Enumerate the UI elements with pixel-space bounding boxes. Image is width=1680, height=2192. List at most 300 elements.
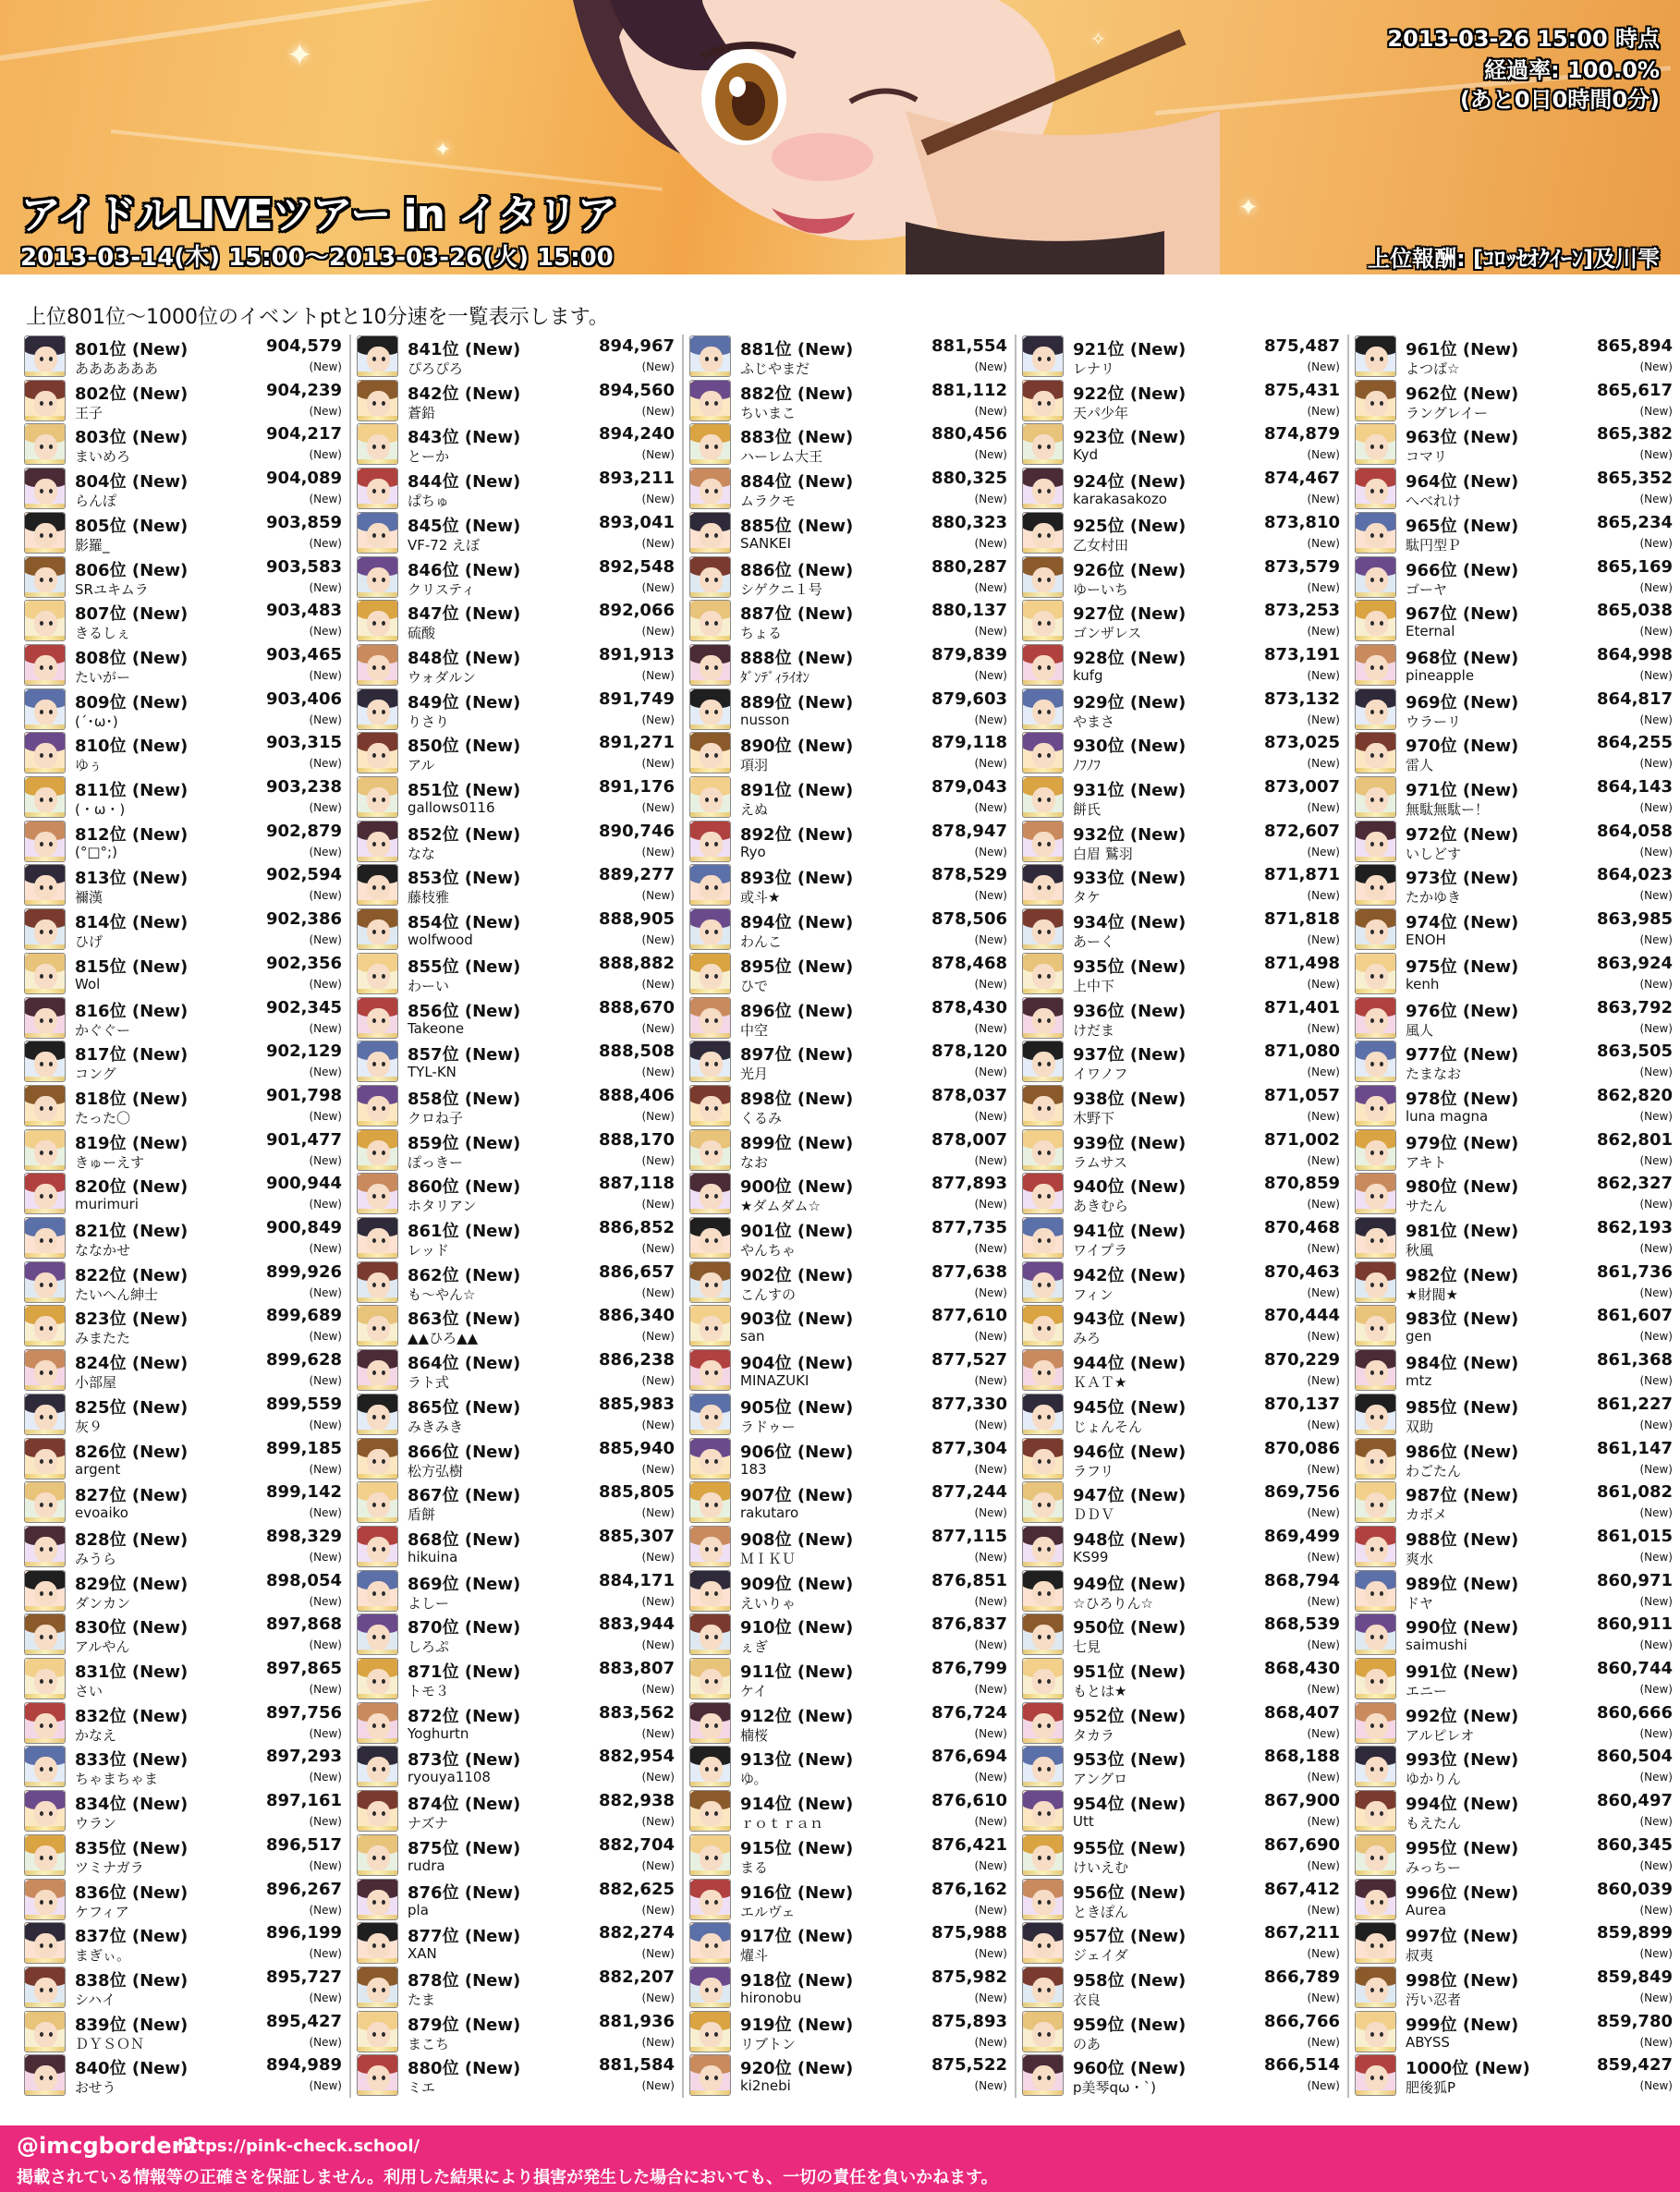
idol-portrait-icon	[1355, 1173, 1396, 1214]
event-points: 901,477	[266, 1129, 342, 1150]
event-points: 871,401	[1264, 997, 1340, 1017]
rank-label: 952位 (New)	[1073, 1706, 1187, 1726]
event-points: 870,463	[1264, 1261, 1340, 1282]
ranking-entry	[1022, 1569, 1344, 1614]
rank-label: 954位 (New)	[1073, 1795, 1187, 1815]
ranking-entry	[357, 1128, 678, 1173]
rank-label: 862位 (New)	[408, 1265, 521, 1285]
idol-portrait-icon	[357, 953, 398, 994]
event-period: 2013-03-14(木) 15:00〜2013-03-26(火) 15:00	[20, 244, 614, 272]
idol-portrait-icon	[689, 644, 731, 686]
ranking-entry	[1355, 1966, 1676, 2010]
player-name: クリスティ	[408, 580, 476, 598]
event-points: 888,670	[599, 997, 675, 1017]
sparkle-icon: ✦	[286, 37, 313, 74]
rank-label: 841位 (New)	[408, 340, 521, 359]
ten-minute-speed: (New)	[641, 1991, 675, 2004]
player-name: まいめろ	[75, 448, 131, 466]
player-name: ホタリアン	[408, 1198, 477, 1215]
idol-portrait-icon	[357, 335, 398, 377]
idol-portrait-icon	[1355, 821, 1396, 862]
event-points: 891,749	[599, 688, 675, 709]
event-points: 881,554	[931, 336, 1007, 356]
rank-label: 962位 (New)	[1406, 384, 1519, 404]
idol-portrait-icon	[1355, 1394, 1396, 1435]
player-name: アル	[408, 757, 435, 774]
ranking-entry	[24, 1393, 346, 1437]
ten-minute-speed: (New)	[974, 1815, 1007, 1829]
ten-minute-speed: (New)	[1639, 1771, 1673, 1784]
event-points: 868,188	[1264, 1747, 1340, 1767]
rank-label: 889位 (New)	[740, 692, 854, 712]
ten-minute-speed: (New)	[1307, 1947, 1340, 1961]
player-name: 蒼鉛	[408, 404, 436, 421]
ten-minute-speed: (New)	[641, 404, 675, 418]
rank-label: 996位 (New)	[1406, 1882, 1519, 1903]
ranking-entry	[24, 555, 346, 600]
ranking-entry	[357, 1437, 678, 1481]
event-points: 886,657	[599, 1261, 675, 1282]
ten-minute-speed: (New)	[641, 580, 675, 594]
event-points: 904,217	[266, 424, 342, 444]
rank-label: 884位 (New)	[740, 472, 854, 493]
rank-label: 805位 (New)	[75, 516, 189, 536]
rank-label: 934位 (New)	[1073, 913, 1187, 933]
ranking-entry	[689, 731, 1011, 775]
idol-portrait-icon	[357, 1261, 398, 1303]
idol-portrait-icon	[1022, 1702, 1064, 1744]
player-name: アルやん	[75, 1638, 130, 1656]
player-name: 木野下	[1073, 1109, 1115, 1126]
ranking-entry	[1022, 1040, 1344, 1084]
idol-portrait-icon	[689, 1570, 731, 1612]
player-name: けだま	[1073, 1021, 1115, 1039]
idol-portrait-icon	[1355, 1526, 1396, 1567]
player-name: 風人	[1406, 1021, 1434, 1039]
event-points: 899,185	[266, 1438, 342, 1458]
footer-bar	[0, 2125, 1680, 2192]
ranking-entry	[357, 2053, 678, 2098]
ranking-entry	[357, 775, 678, 820]
player-name: ki2nebi	[740, 2077, 791, 2095]
event-points: 876,694	[931, 1747, 1007, 1767]
idol-portrait-icon	[357, 644, 398, 686]
ranking-entry	[1022, 422, 1344, 467]
event-points: 873,253	[1264, 601, 1340, 621]
event-points: 873,579	[1264, 556, 1340, 577]
ranking-entry	[357, 1921, 678, 1966]
ranking-entry	[24, 2053, 346, 2098]
rank-label: 992位 (New)	[1406, 1706, 1519, 1726]
blush	[772, 133, 873, 181]
ten-minute-speed: (New)	[974, 448, 1007, 462]
idol-portrait-icon	[689, 908, 731, 950]
player-name: まぎぃ。	[75, 1947, 131, 1965]
ten-minute-speed: (New)	[1307, 625, 1340, 639]
ten-minute-speed: (New)	[1639, 757, 1673, 771]
ranking-entry	[1355, 1304, 1676, 1348]
idol-portrait-icon	[24, 776, 66, 818]
player-name: p美琴qω・`)	[1073, 2079, 1156, 2097]
idol-portrait-icon	[1022, 1746, 1064, 1787]
idol-portrait-icon	[24, 1702, 66, 1744]
event-points: 880,287	[931, 556, 1007, 577]
player-name: たいへん紳士	[75, 1285, 159, 1303]
ranking-entry	[1022, 1921, 1344, 1966]
player-name: ジェイダ	[1073, 1947, 1128, 1965]
ranking-entry	[1022, 2010, 1344, 2054]
rank-label: 820位 (New)	[75, 1177, 189, 1198]
rank-label: 850位 (New)	[408, 737, 521, 757]
event-points: 903,859	[266, 512, 342, 532]
idol-portrait-icon	[1022, 2054, 1064, 2096]
ranking-entry	[357, 1789, 678, 1833]
player-name: luna magna	[1406, 1107, 1489, 1125]
rank-label: 999位 (New)	[1406, 2015, 1519, 2035]
ten-minute-speed: (New)	[641, 1638, 675, 1652]
rank-label: 998位 (New)	[1406, 1970, 1519, 1991]
time-remaining: (あと0日0時間0分)	[1459, 87, 1660, 113]
ten-minute-speed: (New)	[1307, 1462, 1340, 1476]
rank-label: 864位 (New)	[408, 1354, 521, 1374]
ten-minute-speed: (New)	[1307, 2035, 1340, 2049]
ranking-entry	[1355, 1701, 1676, 1746]
idol-portrait-icon	[1022, 821, 1064, 862]
rank-label: 963位 (New)	[1406, 428, 1519, 448]
progress-rate: 経過率: 100.0%	[1484, 57, 1660, 83]
column-divider	[349, 335, 351, 2098]
ranking-entry	[1022, 643, 1344, 688]
idol-portrait-icon	[1355, 1349, 1396, 1391]
player-name: Aurea	[1406, 1901, 1447, 1918]
event-points: 870,444	[1264, 1306, 1340, 1326]
idol-portrait-icon	[24, 1173, 66, 1214]
player-name: 衣良	[1073, 1991, 1102, 2008]
player-name: シハイ	[75, 1991, 116, 2008]
rank-label: 927位 (New)	[1073, 604, 1187, 625]
idol-portrait-icon	[689, 512, 731, 554]
ranking-entry	[689, 820, 1011, 864]
rank-label: 919位 (New)	[740, 2015, 854, 2035]
column-divider	[682, 335, 684, 2098]
event-points: 864,143	[1597, 777, 1673, 797]
rank-label: 887位 (New)	[740, 604, 854, 625]
rank-label: 968位 (New)	[1406, 648, 1519, 668]
rank-label: 830位 (New)	[75, 1618, 189, 1638]
ranking-entry	[689, 2010, 1011, 2054]
ranking-entry	[357, 1966, 678, 2010]
event-points: 865,169	[1597, 556, 1673, 577]
ranking-entry	[1355, 511, 1676, 555]
ten-minute-speed: (New)	[974, 1550, 1007, 1564]
ten-minute-speed: (New)	[1307, 404, 1340, 418]
ten-minute-speed: (New)	[1639, 668, 1673, 682]
rank-label: 845位 (New)	[408, 516, 521, 536]
player-name: hikuina	[408, 1548, 458, 1565]
idol-portrait-icon	[689, 600, 731, 641]
player-name: も〜やん☆	[408, 1285, 476, 1303]
player-name: 無駄無駄ー！	[1406, 801, 1490, 818]
rank-label: 807位 (New)	[75, 604, 189, 625]
ten-minute-speed: (New)	[309, 1153, 342, 1167]
rank-label: 940位 (New)	[1073, 1177, 1187, 1198]
ranking-entry	[357, 1393, 678, 1437]
ranking-entry	[357, 599, 678, 643]
rank-label: 891位 (New)	[740, 781, 854, 800]
player-name: みっちー	[1406, 1858, 1462, 1876]
ranking-entry	[24, 1348, 346, 1393]
event-banner	[0, 0, 1680, 274]
player-name: ゴンザレス	[1073, 625, 1142, 642]
ten-minute-speed: (New)	[309, 1109, 342, 1123]
ranking-entry	[357, 1745, 678, 1789]
rank-label: 903位 (New)	[740, 1309, 854, 1330]
idol-portrait-icon	[1355, 512, 1396, 554]
ranking-entry	[357, 1569, 678, 1614]
ranking-entry	[689, 1701, 1011, 1746]
event-points: 897,756	[266, 1702, 342, 1723]
event-points: 877,893	[931, 1174, 1007, 1194]
idol-portrait-icon	[357, 1041, 398, 1082]
ranking-entry	[689, 688, 1011, 732]
event-points: 882,625	[599, 1879, 675, 1899]
rank-label: 932位 (New)	[1073, 824, 1187, 845]
rank-label: 836位 (New)	[75, 1882, 189, 1903]
event-points: 864,255	[1597, 733, 1673, 753]
player-name: たかゆき	[1406, 889, 1462, 907]
player-name: クロね子	[408, 1109, 464, 1126]
player-name: トモ３	[408, 1683, 450, 1699]
idol-portrait-icon	[24, 1570, 66, 1612]
player-name: ちいまこ	[740, 404, 797, 421]
ten-minute-speed: (New)	[641, 1462, 675, 1476]
ranking-entry	[24, 599, 346, 643]
ten-minute-speed: (New)	[1307, 1991, 1340, 2004]
ranking-entry	[689, 1128, 1011, 1173]
idol-portrait-icon	[689, 1967, 731, 2008]
idol-portrait-icon	[689, 953, 731, 994]
ten-minute-speed: (New)	[641, 1815, 675, 1829]
ranking-entry	[24, 467, 346, 511]
ranking-entry	[689, 511, 1011, 555]
ten-minute-speed: (New)	[1307, 493, 1340, 506]
event-points: 873,810	[1264, 512, 1340, 532]
idol-portrait-icon	[24, 1746, 66, 1787]
idol-portrait-icon	[24, 556, 66, 598]
ranking-entry	[689, 2053, 1011, 2098]
ten-minute-speed: (New)	[641, 1242, 675, 1255]
rank-label: 835位 (New)	[75, 1838, 189, 1858]
idol-portrait-icon	[689, 1394, 731, 1435]
event-points: 863,924	[1597, 953, 1673, 973]
idol-portrait-icon	[1022, 644, 1064, 686]
player-name: ラト式	[408, 1374, 450, 1392]
event-points: 861,015	[1597, 1526, 1673, 1546]
event-points: 880,456	[931, 424, 1007, 444]
event-points: 897,868	[266, 1614, 342, 1635]
ten-minute-speed: (New)	[309, 1506, 342, 1520]
player-name: たま	[408, 1991, 436, 2008]
event-points: 878,007	[931, 1129, 1007, 1150]
idol-portrait-icon	[24, 1481, 66, 1523]
event-points: 860,039	[1597, 1879, 1673, 1899]
event-points: 875,893	[931, 2011, 1007, 2031]
ranking-entry	[689, 599, 1011, 643]
event-points: 871,080	[1264, 1041, 1340, 1062]
ranking-entry	[1355, 1480, 1676, 1525]
ranking-entry	[357, 379, 678, 423]
ten-minute-speed: (New)	[974, 1066, 1007, 1079]
ranking-entry	[1022, 952, 1344, 996]
rank-label: 819位 (New)	[75, 1133, 189, 1153]
player-name: ☆ひろりん☆	[1073, 1594, 1153, 1612]
ten-minute-speed: (New)	[974, 1153, 1007, 1167]
event-points: 892,066	[599, 601, 675, 621]
ranking-entry	[1355, 599, 1676, 643]
ten-minute-speed: (New)	[641, 493, 675, 506]
ten-minute-speed: (New)	[1639, 404, 1673, 418]
player-name: わごたん	[1406, 1462, 1462, 1480]
rank-label: 839位 (New)	[75, 2015, 189, 2035]
idol-portrait-icon	[1022, 1834, 1064, 1876]
player-name: 上中下	[1073, 977, 1115, 994]
event-points: 902,129	[266, 1041, 342, 1062]
ranking-entry	[1022, 1966, 1344, 2010]
rank-label: 935位 (New)	[1073, 956, 1187, 977]
idol-portrait-icon	[1022, 1967, 1064, 2008]
ten-minute-speed: (New)	[1307, 1506, 1340, 1520]
idol-portrait-icon	[24, 864, 66, 906]
ranking-entry	[1355, 996, 1676, 1041]
rank-label: 865位 (New)	[408, 1397, 521, 1418]
rank-label: 826位 (New)	[75, 1442, 189, 1462]
rank-label: 908位 (New)	[740, 1529, 854, 1550]
player-name: 小部屋	[75, 1374, 117, 1392]
rank-label: 983位 (New)	[1406, 1309, 1519, 1330]
event-points: 896,517	[266, 1834, 342, 1855]
rank-label: 979位 (New)	[1406, 1133, 1519, 1153]
ranking-entry	[357, 1833, 678, 1878]
ten-minute-speed: (New)	[1639, 1418, 1673, 1431]
ranking-entry	[1022, 511, 1344, 555]
event-points: 895,727	[266, 1967, 342, 1987]
ten-minute-speed: (New)	[309, 1242, 342, 1255]
rank-label: 868位 (New)	[408, 1529, 521, 1550]
rank-label: 980位 (New)	[1406, 1177, 1519, 1198]
rank-label: 945位 (New)	[1073, 1397, 1187, 1418]
event-points: 879,043	[931, 777, 1007, 797]
ten-minute-speed: (New)	[974, 1462, 1007, 1476]
ten-minute-speed: (New)	[309, 889, 342, 903]
player-name: コマリ	[1406, 448, 1448, 466]
player-name: ＤＤＶ	[1073, 1506, 1115, 1524]
ten-minute-speed: (New)	[974, 404, 1007, 418]
ten-minute-speed: (New)	[1639, 448, 1673, 462]
event-points: 871,002	[1264, 1129, 1340, 1150]
ten-minute-speed: (New)	[1639, 933, 1673, 947]
rank-label: 975位 (New)	[1406, 956, 1519, 977]
player-name: たまなお	[1406, 1066, 1462, 1083]
idol-portrait-icon	[1355, 1085, 1396, 1126]
rank-label: 944位 (New)	[1073, 1354, 1187, 1374]
ten-minute-speed: (New)	[1639, 1021, 1673, 1035]
rank-label: 808位 (New)	[75, 648, 189, 668]
rank-label: 873位 (New)	[408, 1750, 521, 1771]
event-points: 902,594	[266, 865, 342, 885]
player-name: たった〇	[75, 1109, 131, 1126]
idol-portrait-icon	[24, 908, 66, 950]
rank-label: 901位 (New)	[740, 1222, 854, 1241]
ranking-entry	[357, 1701, 678, 1746]
ranking-entry	[689, 555, 1011, 600]
player-name: Eternal	[1406, 623, 1455, 640]
idol-portrait-icon	[24, 1922, 66, 1964]
ten-minute-speed: (New)	[641, 1153, 675, 1167]
ranking-entry	[1355, 731, 1676, 775]
rank-label: 859位 (New)	[408, 1133, 521, 1153]
player-name: あーく	[1073, 933, 1115, 951]
ranking-entry	[24, 688, 346, 732]
event-points: 864,998	[1597, 644, 1673, 664]
idol-portrait-icon	[1022, 908, 1064, 950]
player-name: 爽水	[1406, 1550, 1434, 1567]
player-name: Takeone	[408, 1019, 465, 1037]
ten-minute-speed: (New)	[641, 1418, 675, 1431]
rank-label: 961位 (New)	[1406, 340, 1519, 359]
ten-minute-speed: (New)	[1639, 493, 1673, 506]
ranking-entry	[24, 1657, 346, 1701]
event-points: 871,057	[1264, 1085, 1340, 1105]
ranking-entry	[24, 1525, 346, 1569]
idol-portrait-icon	[1355, 1261, 1396, 1303]
event-points: 876,837	[931, 1614, 1007, 1635]
event-points: 865,038	[1597, 601, 1673, 621]
event-points: 870,137	[1264, 1394, 1340, 1414]
event-points: 861,147	[1597, 1438, 1673, 1458]
ten-minute-speed: (New)	[309, 712, 342, 726]
ten-minute-speed: (New)	[641, 2079, 675, 2093]
event-points: 873,191	[1264, 644, 1340, 664]
rank-label: 991位 (New)	[1406, 1662, 1519, 1682]
twitter-handle-link[interactable]: @imcgborder2	[17, 2133, 199, 2159]
player-name: SANKEI	[740, 534, 792, 552]
ten-minute-speed: (New)	[641, 625, 675, 639]
event-points: 875,982	[931, 1967, 1007, 1987]
event-points: 879,603	[931, 688, 1007, 709]
idol-portrait-icon	[24, 1085, 66, 1126]
ten-minute-speed: (New)	[974, 1903, 1007, 1917]
rank-label: 971位 (New)	[1406, 781, 1519, 800]
idol-portrait-icon	[689, 1746, 731, 1787]
idol-portrait-icon	[357, 997, 398, 1039]
player-name: ちょる	[740, 625, 783, 642]
ten-minute-speed: (New)	[1307, 1285, 1340, 1299]
event-points: 881,584	[599, 2055, 675, 2076]
sparkle-icon: ✦	[1238, 194, 1259, 222]
event-points: 899,559	[266, 1394, 342, 1414]
ten-minute-speed: (New)	[309, 845, 342, 859]
ten-minute-speed: (New)	[974, 933, 1007, 947]
ranking-entry	[24, 1128, 346, 1173]
event-points: 860,666	[1597, 1702, 1673, 1723]
event-points: 864,058	[1597, 821, 1673, 841]
event-points: 894,989	[266, 2055, 342, 2076]
rank-label: 847位 (New)	[408, 604, 521, 625]
ranking-entry	[1355, 1216, 1676, 1260]
site-url-link[interactable]: https://pink-check.school/	[177, 2137, 420, 2156]
ranking-entry	[1355, 1084, 1676, 1128]
ten-minute-speed: (New)	[1639, 889, 1673, 903]
